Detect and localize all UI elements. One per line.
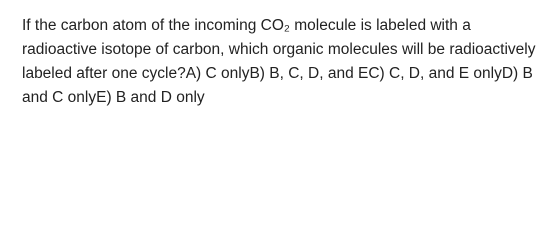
question-text: If the carbon atom of the incoming CO₂ molecule is labeled with a radioactive isotope of carbon, which organic molecules will be radioactively labeled after one cycle?A) C onlyB) B, C, D, and EC) C, D, and E onlyD) B and C onlyE) B and D only bbox=[22, 17, 536, 106]
